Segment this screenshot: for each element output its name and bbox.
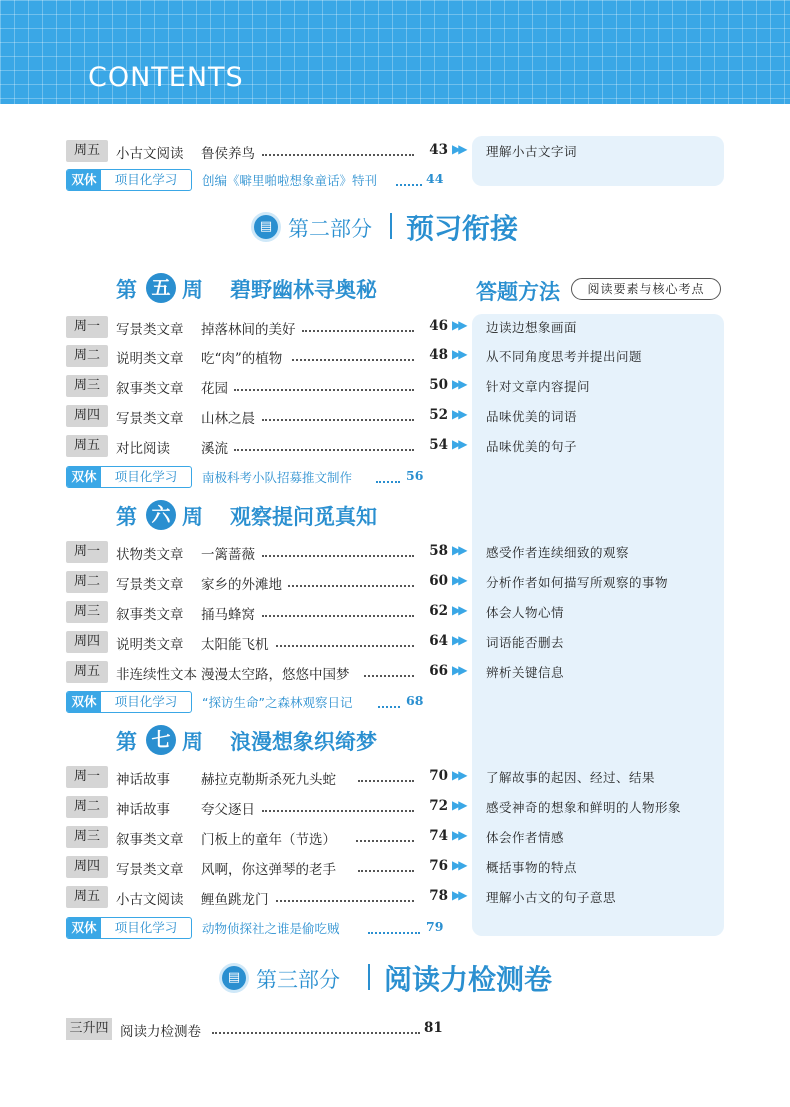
week-zhou: 周	[182, 278, 203, 302]
skill-label: 体会人物心情	[486, 605, 565, 620]
category-label: 叙事类文章	[116, 832, 184, 848]
double-arrow-icon: ▶▶	[452, 543, 465, 557]
article-title[interactable]: 赫拉克勒斯杀死九头蛇	[201, 772, 336, 788]
double-arrow-icon: ▶▶	[452, 142, 465, 156]
double-arrow-icon: ▶▶	[452, 768, 465, 782]
category-label: 说明类文章	[116, 351, 184, 367]
article-title[interactable]: 鲤鱼跳龙门	[201, 892, 269, 908]
project-label: 项目化学习	[114, 469, 178, 484]
day-tag: 周三	[66, 375, 108, 397]
skill-label: 感受作者连续细致的观察	[486, 545, 630, 560]
skill-label: 了解故事的起因、经过、结果	[486, 770, 656, 785]
grade-tag: 三升四	[66, 1018, 112, 1040]
dot-leader	[234, 441, 414, 451]
book-icon: ▤	[254, 215, 278, 239]
week-number-badge: 六	[146, 500, 176, 530]
day-tag: 周五	[66, 435, 108, 457]
category-label: 写景类文章	[116, 322, 184, 338]
week-heading-7	[116, 726, 416, 760]
day-tag: 周四	[66, 631, 108, 653]
dot-leader	[212, 1024, 420, 1034]
project-title[interactable]: 创编《噼里啪啦想象童话》特刊	[202, 173, 378, 188]
page-number: 50	[429, 377, 448, 393]
weekend-label: 双休	[67, 918, 101, 938]
category-label: 非连续性文本	[116, 667, 197, 683]
article-title[interactable]: 家乡的外滩地	[201, 577, 282, 593]
toc-row[interactable]	[66, 826, 706, 850]
category-label: 写景类文章	[116, 577, 184, 593]
category-label: 状物类文章	[116, 547, 184, 563]
toc-row[interactable]	[66, 316, 706, 340]
weekend-label: 双休	[67, 467, 101, 487]
dot-leader	[292, 351, 414, 361]
double-arrow-icon: ▶▶	[452, 828, 465, 842]
double-arrow-icon: ▶▶	[452, 798, 465, 812]
category-label: 写景类文章	[116, 862, 184, 878]
toc-row[interactable]	[66, 435, 706, 459]
weekend-project-tag	[66, 466, 192, 488]
double-arrow-icon: ▶▶	[452, 858, 465, 872]
page-number: 64	[429, 633, 448, 649]
toc-row[interactable]	[66, 140, 706, 164]
week-di: 第	[116, 730, 137, 754]
category-label: 小古文阅读	[116, 146, 184, 162]
day-tag: 周二	[66, 796, 108, 818]
week-zhou: 周	[182, 730, 203, 754]
page-number: 54	[429, 437, 448, 453]
part-three-heading	[222, 958, 582, 1004]
dot-leader	[302, 322, 414, 332]
day-tag: 周四	[66, 405, 108, 427]
week-heading-6	[116, 501, 416, 535]
toc-row[interactable]	[66, 541, 706, 565]
part-name: 预习衔接	[406, 212, 519, 245]
book-icon: ▤	[222, 966, 246, 990]
dot-leader	[378, 698, 400, 708]
day-tag: 周二	[66, 571, 108, 593]
skill-label: 品味优美的句子	[486, 439, 578, 454]
article-title[interactable]: 一篱蔷薇	[201, 547, 255, 563]
double-arrow-icon: ▶▶	[452, 407, 465, 421]
toc-row[interactable]	[66, 345, 706, 369]
toc-row[interactable]	[66, 661, 706, 685]
day-tag: 周一	[66, 316, 108, 338]
part-label: 第二部分	[288, 217, 372, 241]
week-number-badge: 五	[146, 273, 176, 303]
weekend-project-tag	[66, 691, 192, 713]
dot-leader	[234, 381, 414, 391]
day-tag: 周五	[66, 140, 108, 162]
double-arrow-icon: ▶▶	[452, 663, 465, 677]
project-label: 项目化学习	[114, 172, 178, 187]
toc-row[interactable]	[66, 856, 706, 880]
double-arrow-icon: ▶▶	[452, 603, 465, 617]
dot-leader	[358, 862, 414, 872]
week-number-badge: 七	[146, 725, 176, 755]
page-number: 74	[429, 828, 448, 844]
double-arrow-icon: ▶▶	[452, 573, 465, 587]
skill-label: 词语能否删去	[486, 635, 565, 650]
page-number: 58	[429, 543, 448, 559]
dot-leader	[262, 547, 414, 557]
key-points-badge: 阅读要素与核心考点	[571, 278, 721, 300]
part-two-heading	[254, 207, 554, 253]
week-zhou: 周	[182, 505, 203, 529]
article-title[interactable]: 山林之晨	[201, 411, 255, 427]
divider	[390, 213, 392, 239]
toc-row[interactable]	[66, 405, 706, 429]
day-tag: 周三	[66, 826, 108, 848]
article-title[interactable]: 门板上的童年（节选）	[201, 832, 336, 848]
page-number: 72	[429, 798, 448, 814]
category-label: 写景类文章	[116, 411, 184, 427]
page-number: 44	[426, 171, 444, 186]
skill-label: 体会作者情感	[486, 830, 565, 845]
toc-row[interactable]	[66, 886, 706, 910]
toc-row[interactable]	[66, 631, 706, 655]
week-title: 浪漫想象织绮梦	[230, 730, 377, 754]
double-arrow-icon: ▶▶	[452, 633, 465, 647]
skill-label: 边读边想象画面	[486, 320, 578, 335]
dot-leader	[262, 411, 414, 421]
dot-leader	[356, 832, 414, 842]
skill-label: 感受神奇的想象和鲜明的人物形象	[486, 800, 682, 815]
skill-label: 从不同角度思考并提出问题	[486, 349, 643, 364]
article-title[interactable]: 夸父逐日	[201, 802, 255, 818]
day-tag: 周四	[66, 856, 108, 878]
page-number: 70	[429, 768, 448, 784]
weekend-project-tag	[66, 917, 192, 939]
weekend-label: 双休	[67, 692, 101, 712]
page-number: 79	[426, 919, 444, 934]
divider	[368, 964, 370, 990]
test-title[interactable]: 阅读力检测卷	[120, 1024, 201, 1040]
skill-label: 针对文章内容提问	[486, 379, 591, 394]
weekend-project-row[interactable]	[66, 917, 466, 941]
double-arrow-icon: ▶▶	[452, 377, 465, 391]
dot-leader	[358, 772, 414, 782]
category-label: 小古文阅读	[116, 892, 184, 908]
project-label: 项目化学习	[114, 694, 178, 709]
category-label: 神话故事	[116, 802, 170, 818]
article-title[interactable]: 鲁侯养鸟	[201, 146, 255, 162]
page-number: 68	[406, 693, 424, 708]
dot-leader	[276, 637, 414, 647]
article-title[interactable]: 溪流	[201, 441, 228, 457]
dot-leader	[262, 146, 414, 156]
part-name: 阅读力检测卷	[384, 963, 553, 996]
page-number: 60	[429, 573, 448, 589]
project-title[interactable]: 南极科考小队招募推文制作	[202, 470, 353, 485]
weekend-label: 双休	[67, 170, 101, 190]
day-tag: 周三	[66, 601, 108, 623]
article-title[interactable]: 太阳能飞机	[201, 637, 269, 653]
week-di: 第	[116, 505, 137, 529]
toc-row[interactable]	[66, 796, 706, 820]
article-title[interactable]: 捅马蜂窝	[201, 607, 255, 623]
category-label: 叙事类文章	[116, 381, 184, 397]
day-tag: 周一	[66, 541, 108, 563]
part-label: 第三部分	[256, 968, 340, 992]
project-title[interactable]: “探访生命”之森林观察日记	[202, 695, 353, 710]
page-number: 46	[429, 318, 448, 334]
answer-method-heading: 答题方法	[476, 280, 560, 304]
skill-label: 分析作者如何描写所观察的事物	[486, 575, 669, 590]
week-heading-5	[116, 274, 416, 308]
weekend-project-row[interactable]	[66, 169, 466, 193]
article-title[interactable]: 掉落林间的美好	[201, 322, 296, 338]
contents-title: CONTENTS	[88, 62, 244, 93]
toc-row[interactable]	[66, 766, 706, 790]
skill-label: 辨析关键信息	[486, 665, 565, 680]
page-number: 56	[406, 468, 424, 483]
final-test-row[interactable]	[66, 1018, 466, 1042]
weekend-project-row[interactable]	[66, 691, 466, 715]
toc-row[interactable]	[66, 571, 706, 595]
day-tag: 周五	[66, 886, 108, 908]
category-label: 说明类文章	[116, 637, 184, 653]
double-arrow-icon: ▶▶	[452, 318, 465, 332]
double-arrow-icon: ▶▶	[452, 888, 465, 902]
page-number: 48	[429, 347, 448, 363]
dot-leader	[262, 802, 414, 812]
skill-label: 概括事物的特点	[486, 860, 578, 875]
day-tag: 周五	[66, 661, 108, 683]
category-label: 对比阅读	[116, 441, 170, 457]
article-title[interactable]: 漫漫太空路，悠悠中国梦	[201, 667, 350, 683]
page-number: 43	[429, 142, 448, 158]
double-arrow-icon: ▶▶	[452, 437, 465, 451]
page-number: 76	[429, 858, 448, 874]
contents-header-banner	[0, 0, 790, 104]
dot-leader	[262, 607, 414, 617]
page-number: 52	[429, 407, 448, 423]
dot-leader	[368, 924, 420, 934]
page-number: 78	[429, 888, 448, 904]
article-title[interactable]: 花园	[201, 381, 228, 397]
article-title[interactable]: 风啊，你这弹琴的老手	[201, 862, 336, 878]
week-title: 观察提问觅真知	[230, 505, 377, 529]
dot-leader	[396, 176, 422, 186]
project-label: 项目化学习	[114, 920, 178, 935]
skill-label: 品味优美的词语	[486, 409, 578, 424]
toc-row[interactable]	[66, 601, 706, 625]
article-title[interactable]: 吃“肉”的植物	[201, 351, 283, 367]
dot-leader	[364, 667, 414, 677]
dot-leader	[376, 473, 400, 483]
category-label: 叙事类文章	[116, 607, 184, 623]
category-label: 神话故事	[116, 772, 170, 788]
double-arrow-icon: ▶▶	[452, 347, 465, 361]
page-number: 62	[429, 603, 448, 619]
weekend-project-tag	[66, 169, 192, 191]
skill-label: 理解小古文字词	[486, 144, 578, 159]
dot-leader	[276, 892, 414, 902]
toc-row[interactable]	[66, 375, 706, 399]
weekend-project-row[interactable]	[66, 466, 466, 490]
day-tag: 周二	[66, 345, 108, 367]
week-title: 碧野幽林寻奥秘	[230, 278, 377, 302]
page-number: 81	[424, 1020, 443, 1036]
day-tag: 周一	[66, 766, 108, 788]
project-title[interactable]: 动物侦探社之谁是偷吃贼	[202, 921, 340, 936]
week-di: 第	[116, 278, 137, 302]
dot-leader	[288, 577, 414, 587]
page-number: 66	[429, 663, 448, 679]
skill-label: 理解小古文的句子意思	[486, 890, 617, 905]
